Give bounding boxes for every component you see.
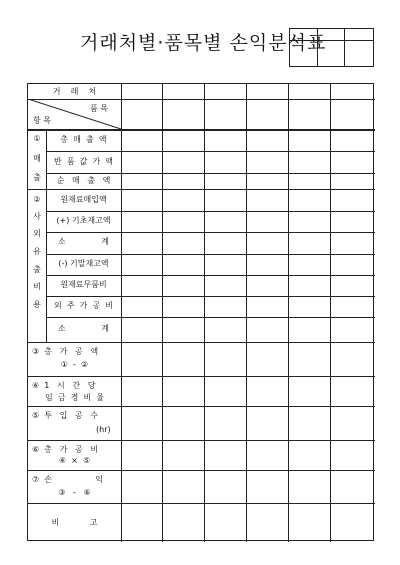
row-subtotal-2: 소 계	[57, 324, 110, 333]
row-material-cost: 원재료무품비	[60, 280, 107, 289]
row-returns: 반 품 값 가 액	[54, 157, 113, 166]
partner-header: 거 래 처	[52, 87, 97, 96]
row-profit-loss: ⑦ 손 익	[32, 475, 103, 484]
group2-label: 비	[33, 282, 41, 291]
row-total-processing-cost: ⑥ 총 가 공 비	[32, 445, 99, 454]
row-net-sales: 순 매 출 액	[56, 176, 111, 185]
category-header: 항 목	[33, 116, 51, 125]
column-line	[246, 84, 247, 542]
row-formula: ③ - ⑥	[58, 488, 91, 497]
column-line	[288, 84, 289, 542]
row-material-purchase: 원재료매입액	[60, 195, 107, 204]
row-opening-stock: (+) 기초재고액	[56, 216, 111, 225]
group2-label: 용	[33, 300, 41, 309]
row-line	[28, 189, 375, 190]
row-line	[46, 317, 375, 318]
row-total-processing-amount: ③ 총 가 공 액	[32, 347, 99, 356]
column-line	[330, 84, 331, 542]
row-subtotal-1: 소 계	[57, 237, 110, 246]
column-line	[121, 84, 122, 542]
row-formula: ④ × ⑤	[58, 456, 91, 465]
row-line	[28, 342, 375, 343]
group1-label: 매	[33, 154, 41, 163]
row-formula: ① - ②	[60, 360, 89, 369]
group2-label: 외	[33, 229, 41, 238]
row-line	[46, 296, 375, 297]
row-line	[46, 173, 375, 174]
row-remarks: 비 고	[51, 518, 98, 527]
approval-cell	[290, 41, 318, 66]
group2-label: 유	[33, 247, 41, 256]
group2-label: 사	[33, 212, 41, 221]
row-line	[46, 275, 375, 276]
row-line	[46, 254, 375, 255]
row-line	[28, 440, 375, 441]
analysis-table	[27, 83, 374, 541]
row-hourly: ④ 1 시 간 당	[32, 381, 96, 390]
row-line	[28, 406, 375, 407]
row-line	[28, 376, 375, 377]
column-line	[162, 84, 163, 542]
group2-number: ②	[33, 195, 41, 204]
approval-cell	[290, 29, 318, 41]
row-input-hours: ⑤ 투 입 공 수	[32, 411, 99, 420]
row-line	[46, 232, 375, 233]
column-line	[204, 84, 205, 542]
row-line	[28, 470, 375, 471]
row-outsourcing-cost: 외 주 가 공 비	[54, 301, 113, 310]
header-line	[28, 129, 375, 131]
approval-cell	[345, 41, 373, 66]
group2-label: 출	[33, 265, 41, 274]
group1-number: ①	[33, 134, 41, 143]
approval-cell	[345, 29, 373, 41]
approval-cell	[318, 41, 346, 66]
approval-stamp-box	[289, 28, 374, 67]
row-wage-ratio: 임 금 경 비 율	[45, 393, 104, 402]
page-title: 거래처별·품목별 손익분석표	[80, 32, 327, 54]
group1-label: 출	[33, 173, 41, 182]
item-header: 품 목	[90, 104, 108, 113]
row-unit: (hr)	[96, 425, 111, 434]
approval-cell	[318, 29, 346, 41]
row-line	[28, 503, 375, 504]
row-line	[46, 211, 375, 212]
row-line	[46, 151, 375, 152]
row-closing-stock: (-) 기말재고액	[58, 259, 109, 268]
row-gross-sales: 총 매 출 액	[60, 135, 107, 144]
